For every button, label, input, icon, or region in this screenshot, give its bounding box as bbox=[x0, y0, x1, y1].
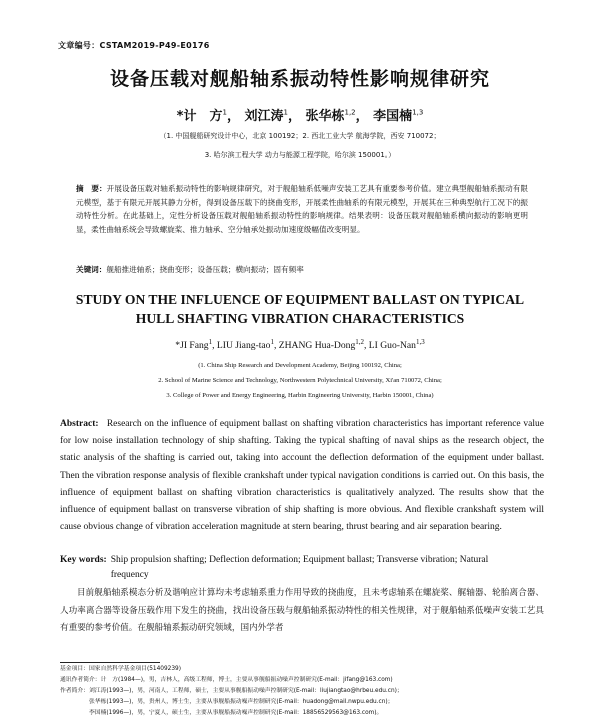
author-name: 张华栋 bbox=[305, 109, 345, 124]
author-name: *计 方 bbox=[176, 109, 223, 124]
footnote-line: 基金项目：国家自然科学基金项目(51409239) bbox=[60, 666, 181, 672]
affiliation-english-line: 3. College of Power and Energy Engineering, Harbin Engineering University, Harbin 150001, China) bbox=[166, 392, 434, 399]
keywords-english bbox=[60, 553, 544, 583]
author-name: *JI Fang bbox=[175, 340, 209, 352]
abstract-chinese-text: 开展设备压载对轴系振动特性的影响规律研究，对于舰船轴系低噪声安装工艺具有重要参考价值。建立典型舰船轴系振动有限元模型，基于有限元开展其静力分析，得到设备压载下的挠曲变形，开展柔性曲轴系的有限元模型，开展其在三种典型航行工况下的振动特性分析。在此基础上，定性分析设备压载对舰船轴系振动特性的影响规律。结果表明：设备压载对舰船轴系横向振动的影响更明显，柔性曲轴系统会导致螺旋桨、推力轴承、空分轴承处振动加速度级幅值改变明显。 bbox=[76, 184, 529, 234]
abstract-chinese-label: 摘 要： bbox=[76, 184, 107, 193]
affiliation-english-line: 2. School of Marine Science and Technology, Northwestern Polytechnical University, Xi'an 710072, China; bbox=[158, 377, 442, 384]
title-english-line: HULL SHAFTING VIBRATION CHARACTERISTICS bbox=[135, 311, 465, 326]
keywords-english-text: Ship propulsion shafting; Deflection deformation; Equipment ballast; Transverse vibration; Natural frequency bbox=[110, 555, 489, 580]
author-affil-mark: 1,2 bbox=[355, 338, 364, 346]
abstract-english-text: Research on the influence of equipment ballast on shafting vibration characteristics has important reference value for low noise installation technology of ship shafting. Taking the typical shafting of naval ships as the research object, the static analysis of the shafting is carried out, taking into account the deflection deformation of the equipment under ballast. Then the vibration response analysis of flexible crankshaft under typical navigation conditions is carried out. On this basis, the influence of equipment ballast on shafting vibration characteristics is qualitatively analyzed. The results show that the influence of equipment ballast on transverse vibration of ship shafting is more obvious. And flexible crankshaft system will cause obvious change of vibration acceleration magnitude at stern bearing, thrust bearing and air separation bearing. bbox=[60, 419, 544, 533]
abstract-english-label: Abstract: bbox=[60, 419, 99, 429]
author-affil-mark: 1,2 bbox=[344, 108, 356, 117]
author-affil-mark: 1 bbox=[283, 108, 288, 117]
footnote-line: 通讯作者简介：计 方(1984—)，男，吉林人，高级工程师，博士，主要从事舰船振动噪声控制研究(E-mail：jifang@163.com) bbox=[60, 677, 393, 683]
authors-chinese: *计 方$^1$， 刘江涛$^1$， 张华栋$^{1,2}$， 李国楠$^{1,3}$ bbox=[176, 108, 424, 124]
author-name: LI Guo-Nan bbox=[368, 340, 416, 352]
keywords-english-label: Key words: bbox=[60, 555, 107, 565]
affiliation-english-line: (1. China Ship Research and Development Academy, Beijing 100192, China; bbox=[198, 362, 402, 369]
footnote-line: 李国楠(1996—)，男，宁夏人，硕士生，主要从事舰船振动噪声控制研究(E-mail：18856529563@163.com)。 bbox=[60, 710, 383, 716]
body-text-intro: 目前舰船轴系模态分析及谐响应计算均未考虑轴系重力作用导致的挠曲度，且未考虑轴系在螺旋桨、艉轴器、轮胎离合器、人功率离合器等设备压载作用下发生的挠曲，找出设备压载与舰船轴系振动特性的相关性规律，对于舰船轴系低噪声安装工艺具有重要的参考价值。在舰船轴系振动研究领域，国内外学者 bbox=[60, 588, 544, 633]
footnote-divider bbox=[60, 662, 160, 663]
abstract-english bbox=[60, 416, 544, 536]
author-name: 刘江涛 bbox=[244, 109, 284, 124]
affiliation-chinese-line: （1. 中国舰船研究设计中心，北京 100192；2. 西北工业大学 航海学院，西安 710072； bbox=[159, 132, 441, 140]
article-number: 文章编号：CSTAM2019-P49-E0176 bbox=[58, 41, 210, 50]
abstract-chinese bbox=[76, 182, 528, 236]
author-affil-mark: 1 bbox=[222, 108, 227, 117]
author-affil-mark: 1 bbox=[208, 338, 213, 346]
affiliation-chinese-line: 3. 哈尔滨工程大学 动力与能源工程学院，哈尔滨 150001。） bbox=[204, 151, 396, 159]
author-affil-mark: 1,3 bbox=[415, 338, 425, 346]
author-affil-mark: 1,3 bbox=[412, 108, 424, 117]
author-name: LIU Jiang-tao bbox=[216, 340, 271, 352]
authors-english: *JI Fang$^1$, LIU Jiang-tao$^1$, ZHANG Hua-Dong$^{1,2}$, LI Guo-Nan$^{1,3}$ bbox=[175, 338, 425, 352]
keywords-chinese-text: 舰船推进轴系；挠曲变形；设备压载；横向振动；固有频率 bbox=[106, 265, 304, 274]
author-affil-mark: 1 bbox=[270, 338, 274, 346]
keywords-chinese-label: 关键词： bbox=[76, 265, 107, 274]
title-english-line: STUDY ON THE INFLUENCE OF EQUIPMENT BALLAST ON TYPICAL bbox=[75, 292, 525, 307]
title-english bbox=[0, 290, 600, 328]
footnote-line: 作者简介：刘江涛(1993—)，男，河南人，工程师，硕士，主要从事舰船振动噪声控制研究(E-mail：liujiangtao@hrbeu.edu.cn)； bbox=[60, 688, 403, 694]
title-chinese: 设备压载对舰船轴系振动特性影响规律研究 bbox=[109, 68, 490, 90]
author-name: 李国楠 bbox=[373, 109, 413, 124]
footnote-line: 张华栋(1993—)，男，贵州人，博士生，主要从事舰船振动噪声控制研究(E-mail：huadong@mail.nwpu.edu.cn)； bbox=[60, 699, 394, 705]
keywords-chinese bbox=[76, 264, 528, 275]
author-name: ZHANG Hua-Dong bbox=[278, 340, 356, 352]
